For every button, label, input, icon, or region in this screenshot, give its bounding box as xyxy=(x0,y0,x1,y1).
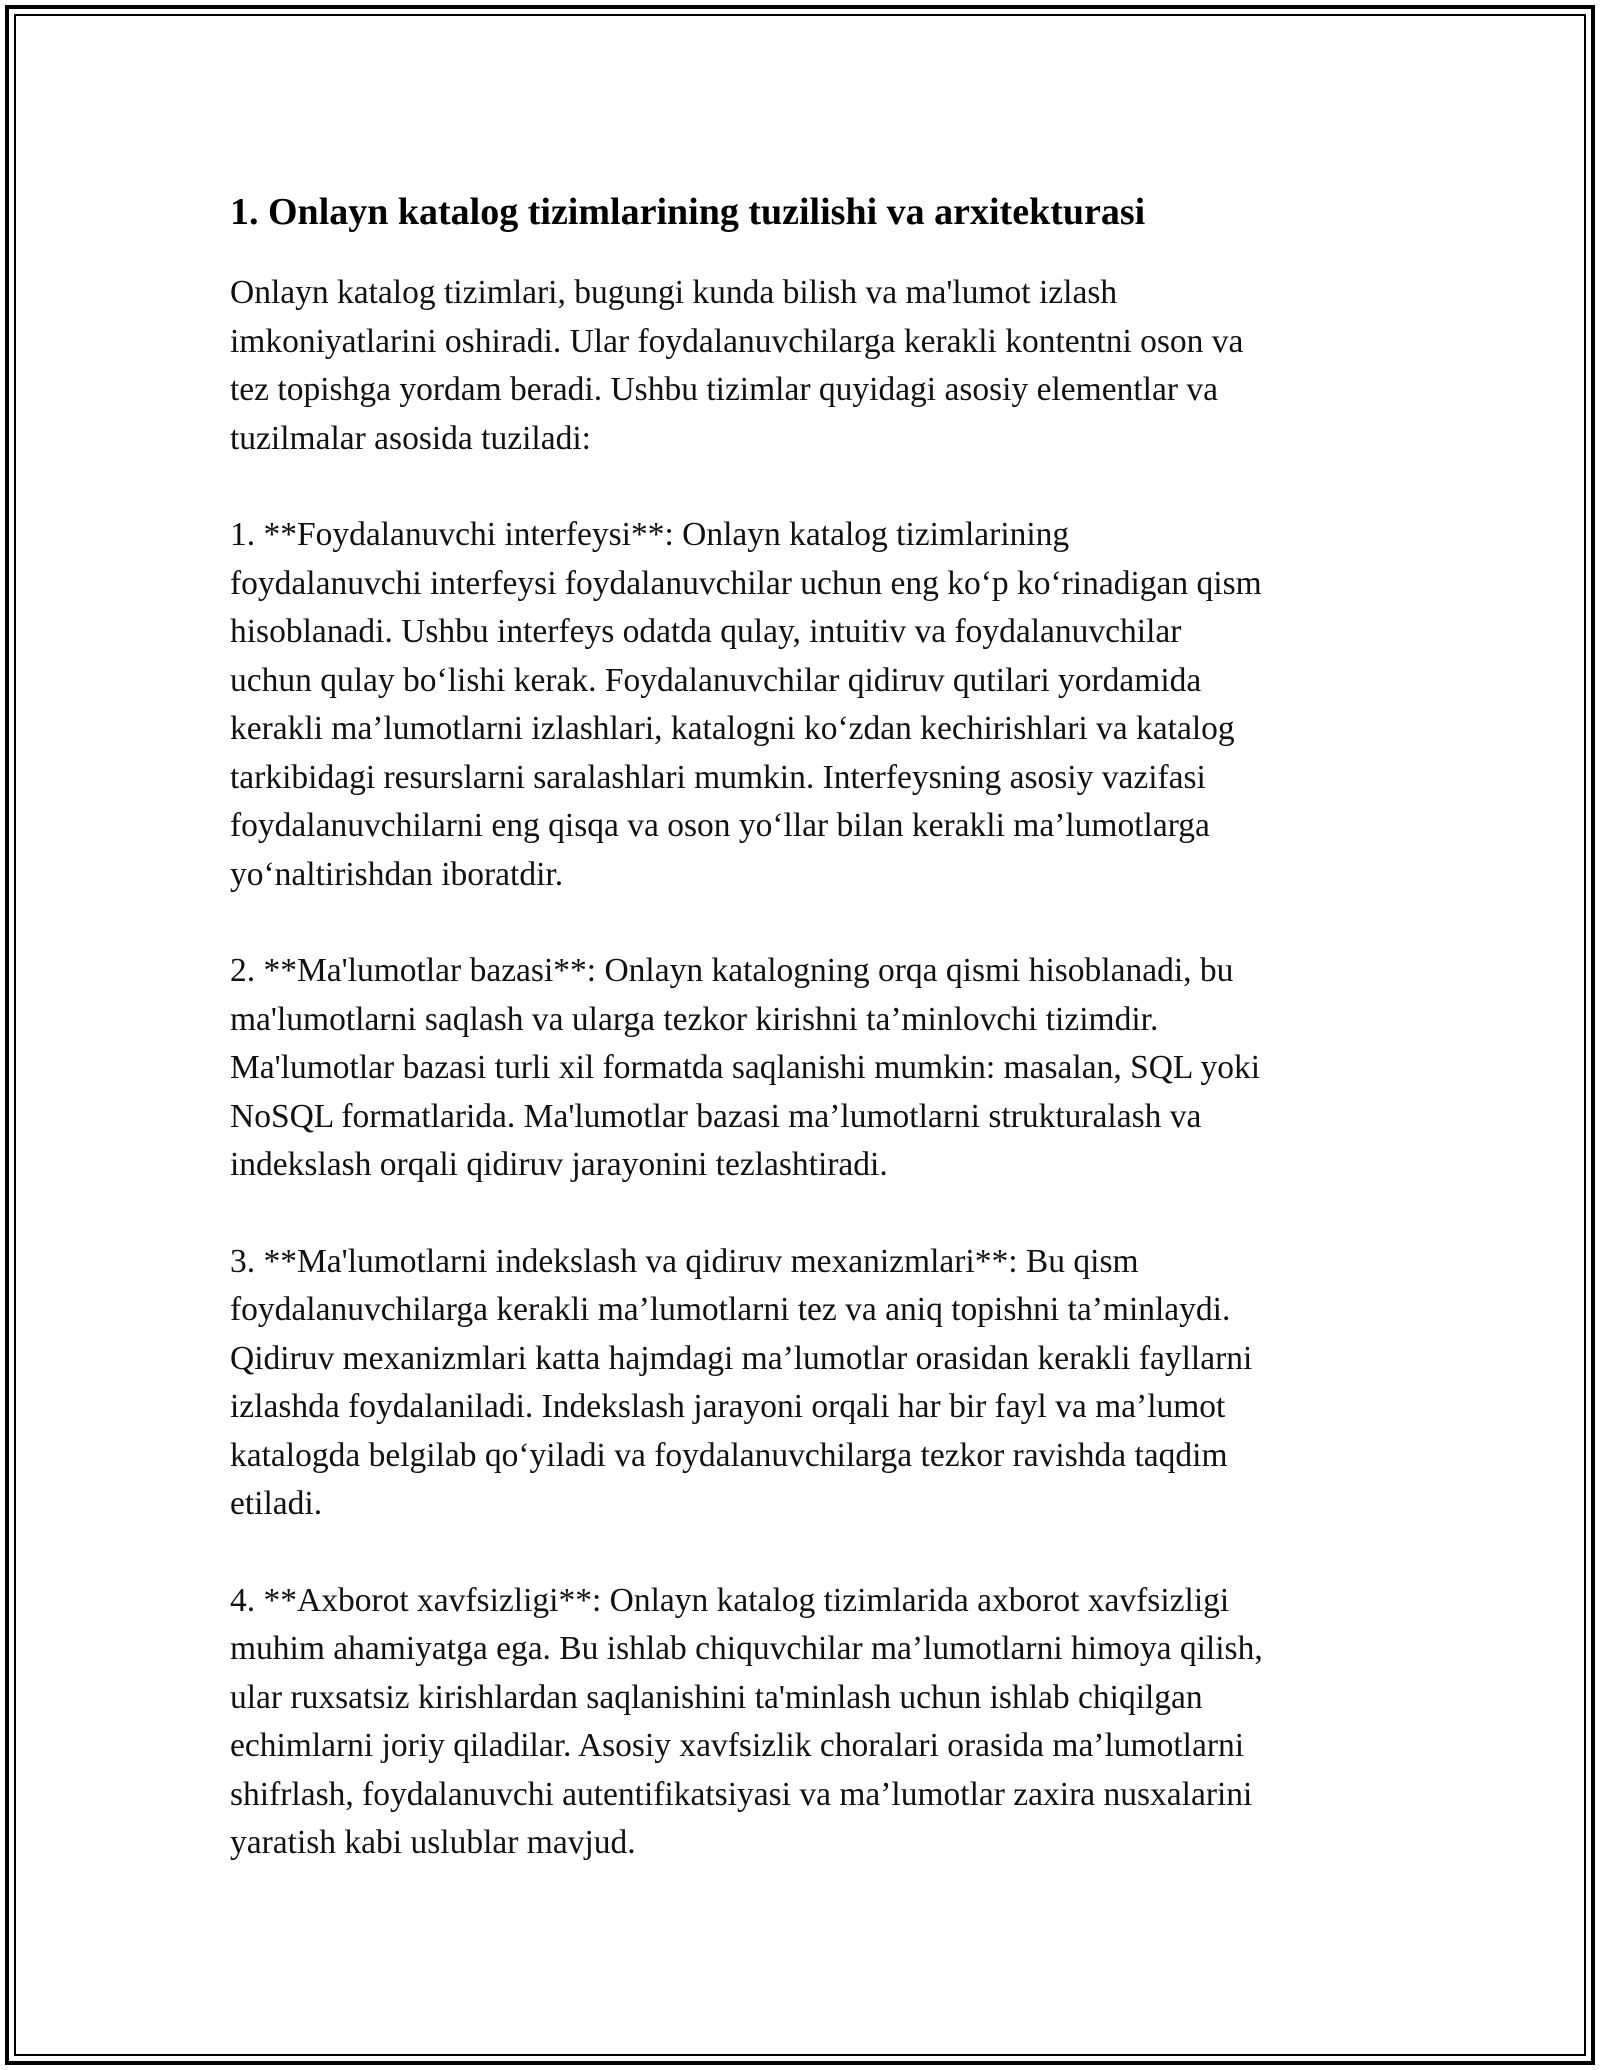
text-line: 1. **Foydalanuvchi interfeysi**: Onlayn katalog tizimlarining xyxy=(230,516,1070,553)
text-line: shifrlash, foydalanuvchi autentifikatsiyasi va ma’lumotlar zaxira nusxalarini xyxy=(230,1775,1253,1813)
text-line: tez topishga yordam beradi. Ushbu tizimlar quyidagi asosiy elementlar va xyxy=(230,371,1218,408)
text-line: Ma'lumotlar bazasi turli xil formatda saqlanishi mumkin: masalan, SQL yoki xyxy=(230,1049,1261,1086)
text-line: etiladi. xyxy=(230,1485,323,1522)
text-line: foydalanuvchilarga kerakli ma’lumotlarni tez va aniq topishni ta’minlaydi. xyxy=(230,1291,1231,1328)
text-line: imkoniyatlarini oshiradi. Ular foydalanuvchilarga kerakli kontentni oson va xyxy=(230,322,1244,360)
text-line: yoʻnaltirishdan iboratdir. xyxy=(230,855,564,893)
text-line: izlashda foydalaniladi. Indekslash jarayoni orqali har bir fayl va ma’lumot xyxy=(230,1388,1226,1425)
text-line: 2. **Ma'lumotlar bazasi**: Onlayn katalogning orqa qismi hisoblanadi, bu xyxy=(230,952,1234,989)
text-line: kerakli ma’lumotlarni izlashlari, katalogni koʻzdan kechirishlari va katalog xyxy=(230,710,1235,747)
text-line: 3. **Ma'lumotlarni indekslash va qidiruv mexanizmlari**: Bu qism xyxy=(230,1242,1139,1280)
text-line: hisoblanadi. Ushbu interfeys odatda qulay, intuitiv va foydalanuvchilar xyxy=(230,613,1182,650)
document-body xyxy=(230,183,1390,1868)
text-line: echimlarni joriy qiladilar. Asosiy xavfsizlik choralari orasida ma’lumotlarni xyxy=(230,1727,1245,1764)
text-line: indekslash orqali qidiruv jarayonini tezlashtiradi. xyxy=(230,1146,888,1183)
text-line: tuzilmalar asosida tuziladi: xyxy=(230,419,591,457)
text-line: foydalanuvchi interfeysi foydalanuvchilar uchun eng koʻp koʻrinadigan qism xyxy=(230,564,1262,602)
text-line: tarkibidagi resurslarni saralashlari mumkin. Interfeysning asosiy vazifasi xyxy=(230,758,1206,796)
document-title: 1. Onlayn katalog tizimlarining tuzilishi va arxitekturasi xyxy=(230,191,1146,233)
text-line: ma'lumotlarni saqlash va ularga tezkor kirishni ta’minlovchi tizimdir. xyxy=(230,1000,1159,1038)
text-line: yaratish kabi uslublar mavjud. xyxy=(230,1824,636,1861)
text-line: katalogda belgilab qoʻyiladi va foydalanuvchilarga tezkor ravishda taqdim xyxy=(230,1436,1228,1474)
text-line: Qidiruv mexanizmlari katta hajmdagi ma’lumotlar orasidan kerakli fayllarni xyxy=(230,1339,1253,1377)
section-database-paragraph xyxy=(230,947,1390,1190)
intro-paragraph xyxy=(230,269,1390,463)
text-line: 4. **Axborot xavfsizligi**: Onlayn katalog tizimlarida axborot xavfsizligi xyxy=(230,1581,1230,1619)
section-indexing-paragraph xyxy=(230,1238,1390,1529)
section-user-interface-paragraph xyxy=(230,511,1390,899)
text-line: NoSQL formatlarida. Ma'lumotlar bazasi ma’lumotlarni strukturalash va xyxy=(230,1097,1202,1135)
section-security-paragraph xyxy=(230,1577,1390,1868)
text-line: foydalanuvchilarni eng qisqa va oson yoʻllar bilan kerakli ma’lumotlarga xyxy=(230,807,1210,844)
text-line: Onlayn katalog tizimlari, bugungi kunda bilish va ma'lumot izlash xyxy=(230,274,1118,311)
text-line: muhim ahamiyatga ega. Bu ishlab chiquvchilar ma’lumotlarni himoya qilish, xyxy=(230,1630,1263,1667)
text-line: ular ruxsatsiz kirishlardan saqlanishini ta'minlash uchun ishlab chiqilgan xyxy=(230,1678,1203,1716)
text-line: uchun qulay boʻlishi kerak. Foydalanuvchilar qidiruv qutilari yordamida xyxy=(230,661,1202,699)
